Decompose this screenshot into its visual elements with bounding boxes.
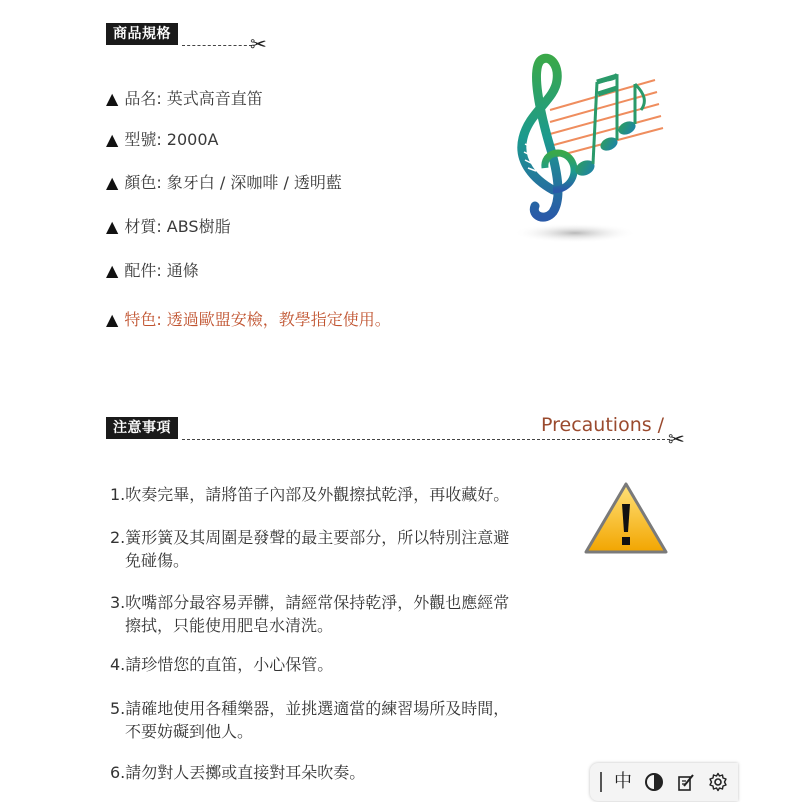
specs-dashed-divider (182, 45, 252, 46)
music-notes-icon (505, 50, 675, 250)
toolbar-grip[interactable] (600, 772, 602, 792)
precautions-dashed-divider (182, 439, 670, 440)
spec-item-text: 配件: 通條 (124, 261, 199, 280)
note-line: 6.請勿對人丟擲或直接對耳朵吹奏。 (110, 763, 366, 782)
triangle-bullet-icon: ▲ (106, 130, 119, 149)
warning-icon (582, 480, 670, 558)
spec-item-text: 品名: 英式高音直笛 (124, 89, 263, 108)
triangle-bullet-icon: ▲ (106, 217, 119, 236)
half-full-width-icon[interactable] (644, 772, 664, 792)
spec-item-text: 顏色: 象牙白 / 深咖啡 / 透明藍 (124, 173, 342, 192)
note-item-3 (110, 591, 580, 637)
note-line: 1.吹奏完畢，請將笛子內部及外觀擦拭乾淨，再收藏好。 (110, 485, 510, 504)
ime-toolbar (590, 763, 738, 801)
note-line: 4.請珍惜您的直笛，小心保管。 (110, 655, 334, 674)
scissors-icon: ✂ (668, 427, 685, 451)
spec-item-color (106, 172, 342, 194)
gear-icon[interactable] (708, 772, 728, 792)
precautions-title: Precautions / (541, 414, 665, 436)
note-line: 2.簧形簧及其周圍是發聲的最主要部分，所以特別注意避 (110, 528, 510, 547)
triangle-bullet-icon: ▲ (106, 261, 119, 280)
triangle-bullet-icon: ▲ (106, 89, 119, 108)
spec-item-text: 型號: 2000A (124, 130, 219, 149)
note-item-1 (110, 483, 580, 506)
note-line-continued: 免碰傷。 (125, 551, 190, 570)
spec-item-model (106, 129, 218, 151)
note-line: 3.吹嘴部分最容易弄髒，請經常保持乾淨，外觀也應經常 (110, 593, 510, 612)
note-item-6 (110, 761, 580, 784)
ime-pad-icon[interactable] (676, 772, 696, 792)
triangle-bullet-icon: ▲ (106, 310, 119, 329)
ime-mode-button[interactable]: 中 (614, 771, 632, 792)
note-item-4 (110, 653, 580, 676)
spec-item-text: 材質: ABS樹脂 (124, 217, 231, 236)
note-line: 5.請確地使用各種樂器，並挑選適當的練習場所及時間， (110, 699, 510, 718)
triangle-bullet-icon: ▲ (106, 173, 119, 192)
note-line-continued: 不要妨礙到他人。 (125, 722, 254, 741)
note-line-continued: 擦拭，只能使用肥皂水清洗。 (125, 616, 334, 635)
scissors-icon: ✂ (250, 32, 267, 56)
precautions-section-tag: 注意事項 (106, 417, 178, 439)
spec-item-text: 特色: 透過歐盟安檢，教學指定使用。 (124, 310, 391, 329)
note-item-5 (110, 697, 580, 743)
specs-section-tag: 商品規格 (106, 23, 178, 45)
spec-item-material (106, 216, 231, 238)
spec-item-name (106, 88, 263, 110)
note-item-2 (110, 526, 580, 572)
spec-item-feature (106, 309, 391, 331)
spec-item-accessory (106, 260, 199, 282)
